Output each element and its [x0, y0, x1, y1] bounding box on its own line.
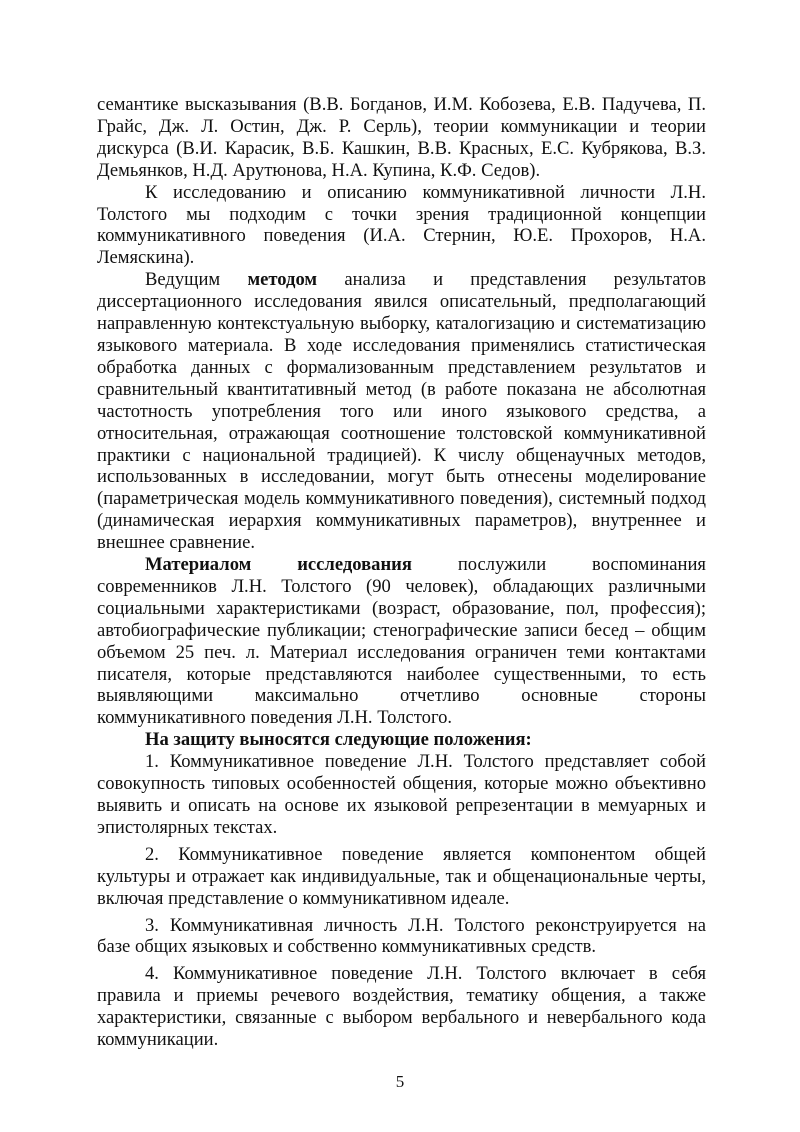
paragraph-approach: К исследованию и описанию коммуникативной личности Л.Н. Толстого мы подходим с точки зрения традиционной концепции коммуникативного поведения (И.А. Стернин, Ю.Е. Прохоров, Н.А. Лемяскина).: [97, 181, 706, 269]
thesis-item-1: 1. Коммуникативное поведение Л.Н. Толстого представляет собой совокупность типовых особенностей общения, которые можно объективно выявить и описать на основе их языковой репрезентации в мемуарных и эпистолярных текстах.: [97, 751, 706, 838]
material-term: Материалом исследования: [145, 554, 412, 576]
page-number: 5: [395, 1072, 405, 1091]
method-lead: Ведущим: [145, 269, 248, 291]
method-term: методом: [247, 269, 318, 291]
method-text: анализа и представления результатов диссертационного исследования явился описательный, предполагающий направленную контекстуальную выборку, каталогизацию и систематизацию языкового материала. В ходе исследования применялись статистическая обработка данных с формализованным представлением результатов и сравнительный квантитативный метод (в работе показана не абсолютная частотность употребления того или иного языкового средства, а относительная, отражающая соотношение толстовской коммуникативной практики с национальной традицией). К числу общенаучных методов, использованных в исследовании, могут быть отнесены моделирование (параметрическая модель коммуникативного поведения), системный подход (динамическая иерархия коммуникативных параметров), внутреннее и внешнее сравнение.: [97, 269, 706, 554]
paragraph-theory-sources: семантике высказывания (В.В. Богданов, И.М. Кобозева, Е.В. Падучева, П. Грайс, Дж. Л. Остин, Дж. Р. Серль), теории коммуникации и теории дискурса (В.И. Карасик, В.Б. Кашкин, В.В. Красных, Е.С. Кубрякова, В.З. Демьянков, Н.Д. Арутюнова, Н.А. Купина, К.Ф. Седов).: [97, 94, 706, 181]
theses-heading: [97, 729, 706, 751]
theses-heading-text: На защиту выносятся следующие положения:: [145, 729, 532, 751]
paragraph-material: [97, 554, 706, 729]
main-text: [97, 94, 706, 1051]
thesis-item-4: 4. Коммуникативное поведение Л.Н. Толстого включает в себя правила и приемы речевого воздействия, тематику общения, а также характеристики, связанные с выбором вербального и невербального кода коммуникации.: [97, 963, 706, 1051]
paragraph-method: [97, 269, 706, 554]
thesis-item-3: 3. Коммуникативная личность Л.Н. Толстого реконструируется на базе общих языковых и собственно коммуникативных средств.: [97, 914, 706, 958]
material-text: послужили воспоминания современников Л.Н. Толстого (90 человек), обладающих различными социальными характеристиками (возраст, образование, пол, профессия); автобиографические публикации; стенографические записи бесед – общим объемом 25 печ. л. Материал исследования ограничен теми контактами писателя, которые представляются наиболее существенными, то есть выявляющими максимально отчетливо основные стороны коммуникативного поведения Л.Н. Толстого.: [97, 554, 706, 729]
thesis-item-2: 2. Коммуникативное поведение является компонентом общей культуры и отражает как индивидуальные, так и общенациональные черты, включая представление о коммуникативном идеале.: [97, 843, 706, 909]
